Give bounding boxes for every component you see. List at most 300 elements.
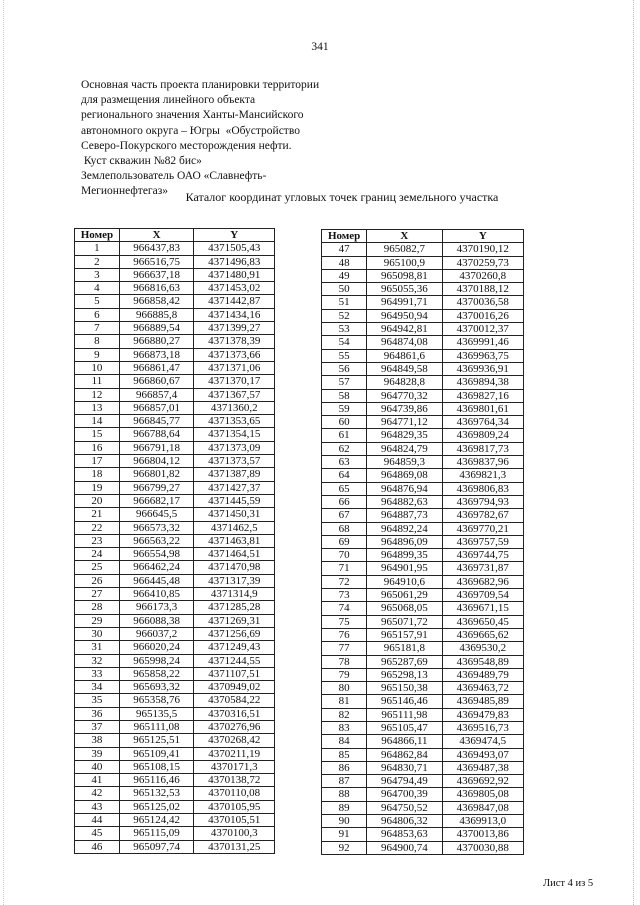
point-number: 84 <box>322 735 367 748</box>
x-coordinate: 965068,05 <box>367 602 442 615</box>
point-number: 28 <box>75 601 120 614</box>
table-row <box>322 256 524 269</box>
x-coordinate: 965115,09 <box>119 827 194 840</box>
table-row <box>75 601 275 614</box>
y-coordinate: 4370268,42 <box>194 734 275 747</box>
y-coordinate: 4371480,91 <box>194 268 275 281</box>
y-coordinate: 4369806,83 <box>442 482 523 495</box>
point-number: 89 <box>322 801 367 814</box>
point-number: 50 <box>322 283 367 296</box>
y-coordinate: 4370190,12 <box>442 243 523 256</box>
point-number: 65 <box>322 482 367 495</box>
y-coordinate: 4369493,07 <box>442 748 523 761</box>
point-number: 56 <box>322 362 367 375</box>
page-number: 341 <box>311 41 329 53</box>
table-row <box>75 255 275 268</box>
y-coordinate: 4371463,81 <box>194 534 275 547</box>
y-coordinate: 4370036,58 <box>442 296 523 309</box>
table-row <box>322 362 524 375</box>
table-row <box>75 428 275 441</box>
point-number: 61 <box>322 429 367 442</box>
x-coordinate: 964794,49 <box>367 775 442 788</box>
y-coordinate: 4371373,57 <box>194 455 275 468</box>
y-coordinate: 4369936,91 <box>442 362 523 375</box>
y-coordinate: 4370949,02 <box>194 681 275 694</box>
table-row <box>75 561 275 574</box>
table-row <box>322 655 524 668</box>
point-number: 23 <box>75 534 120 547</box>
x-coordinate: 964829,35 <box>367 429 442 442</box>
point-number: 47 <box>322 243 367 256</box>
table-row <box>75 747 275 760</box>
table-row <box>322 376 524 389</box>
point-number: 25 <box>75 561 120 574</box>
y-coordinate: 4369731,87 <box>442 562 523 575</box>
point-number: 73 <box>322 589 367 602</box>
x-coordinate: 964876,94 <box>367 482 442 495</box>
header-line: Землепользователь ОАО «Славнефть- <box>81 170 267 183</box>
point-number: 33 <box>75 667 120 680</box>
y-coordinate: 4371442,87 <box>194 295 275 308</box>
point-number: 78 <box>322 655 367 668</box>
point-number: 36 <box>75 707 120 720</box>
x-coordinate: 966516,75 <box>119 255 194 268</box>
y-coordinate: 4370584,22 <box>194 694 275 707</box>
table-row <box>75 720 275 733</box>
x-coordinate: 964853,63 <box>367 828 442 841</box>
table-row <box>322 535 524 548</box>
table-row <box>322 416 524 429</box>
x-coordinate: 966037,2 <box>119 627 194 640</box>
y-coordinate: 4370211,19 <box>194 747 275 760</box>
table-row <box>322 549 524 562</box>
table-row <box>75 268 275 281</box>
y-coordinate: 4369709,54 <box>442 589 523 602</box>
y-coordinate: 4371378,39 <box>194 335 275 348</box>
table-row <box>322 695 524 708</box>
point-number: 87 <box>322 775 367 788</box>
y-coordinate: 4371317,39 <box>194 574 275 587</box>
table-header-row <box>322 230 524 243</box>
table-row <box>322 788 524 801</box>
point-number: 31 <box>75 641 120 654</box>
table-row <box>322 628 524 641</box>
y-coordinate: 4371505,43 <box>194 242 275 255</box>
x-coordinate: 964942,81 <box>367 323 442 336</box>
y-coordinate: 4369665,62 <box>442 628 523 641</box>
y-coordinate: 4371244,55 <box>194 654 275 667</box>
x-coordinate: 964866,11 <box>367 735 442 748</box>
y-coordinate: 4369801,61 <box>442 402 523 415</box>
x-coordinate: 965124,42 <box>119 814 194 827</box>
table-row <box>75 375 275 388</box>
x-coordinate: 966462,24 <box>119 561 194 574</box>
point-number: 71 <box>322 562 367 575</box>
point-number: 9 <box>75 348 120 361</box>
table-row <box>75 441 275 454</box>
table-row <box>75 787 275 800</box>
point-number: 11 <box>75 375 120 388</box>
table-row <box>75 468 275 481</box>
y-coordinate: 4371353,65 <box>194 415 275 428</box>
x-coordinate: 966554,98 <box>119 548 194 561</box>
table-row <box>322 602 524 615</box>
table-row <box>322 389 524 402</box>
x-coordinate: 966020,24 <box>119 641 194 654</box>
y-coordinate: 4370110,08 <box>194 787 275 800</box>
y-coordinate: 4369485,89 <box>442 695 523 708</box>
point-number: 38 <box>75 734 120 747</box>
point-number: 40 <box>75 760 120 773</box>
x-coordinate: 966088,38 <box>119 614 194 627</box>
y-coordinate: 4371387,89 <box>194 468 275 481</box>
table-row <box>322 336 524 349</box>
y-coordinate: 4371314,9 <box>194 588 275 601</box>
x-coordinate: 965116,46 <box>119 774 194 787</box>
y-coordinate: 4371399,27 <box>194 322 275 335</box>
x-coordinate: 966889,54 <box>119 322 194 335</box>
table-row <box>75 494 275 507</box>
x-coordinate: 965061,29 <box>367 589 442 602</box>
x-coordinate: 964892,24 <box>367 522 442 535</box>
table-row <box>75 521 275 534</box>
point-number: 34 <box>75 681 120 694</box>
y-coordinate: 4370260,8 <box>442 269 523 282</box>
x-coordinate: 966173,3 <box>119 601 194 614</box>
x-coordinate: 964900,74 <box>367 841 442 854</box>
point-number: 15 <box>75 428 120 441</box>
x-coordinate: 966816,63 <box>119 282 194 295</box>
table-row <box>75 814 275 827</box>
table-row <box>322 456 524 469</box>
x-coordinate: 964861,6 <box>367 349 442 362</box>
table-row <box>322 349 524 362</box>
y-coordinate: 4369487,38 <box>442 761 523 774</box>
x-coordinate: 965111,98 <box>367 708 442 721</box>
point-number: 45 <box>75 827 120 840</box>
y-coordinate: 4371285,28 <box>194 601 275 614</box>
x-coordinate: 964874,08 <box>367 336 442 349</box>
point-number: 83 <box>322 721 367 734</box>
point-number: 57 <box>322 376 367 389</box>
x-coordinate: 964910,6 <box>367 575 442 588</box>
point-number: 68 <box>322 522 367 535</box>
point-number: 69 <box>322 535 367 548</box>
point-number: 62 <box>322 442 367 455</box>
y-coordinate: 4371370,17 <box>194 375 275 388</box>
x-coordinate: 965111,08 <box>119 720 194 733</box>
point-number: 5 <box>75 295 120 308</box>
point-number: 8 <box>75 335 120 348</box>
table-row <box>322 668 524 681</box>
point-number: 72 <box>322 575 367 588</box>
y-coordinate: 4369744,75 <box>442 549 523 562</box>
table-row <box>75 282 275 295</box>
point-number: 14 <box>75 415 120 428</box>
table-row <box>322 735 524 748</box>
table-row <box>75 401 275 414</box>
x-coordinate: 966573,32 <box>119 521 194 534</box>
point-number: 7 <box>75 322 120 335</box>
point-number: 92 <box>322 841 367 854</box>
x-coordinate: 965100,9 <box>367 256 442 269</box>
y-coordinate: 4371373,66 <box>194 348 275 361</box>
x-coordinate: 965358,76 <box>119 694 194 707</box>
point-number: 81 <box>322 695 367 708</box>
y-coordinate: 4369837,96 <box>442 456 523 469</box>
table-row <box>75 361 275 374</box>
point-number: 18 <box>75 468 120 481</box>
y-coordinate: 4369489,79 <box>442 668 523 681</box>
y-coordinate: 4371367,57 <box>194 388 275 401</box>
y-coordinate: 4370131,25 <box>194 840 275 853</box>
point-number: 82 <box>322 708 367 721</box>
point-number: 30 <box>75 627 120 640</box>
point-number: 13 <box>75 401 120 414</box>
x-coordinate: 966791,18 <box>119 441 194 454</box>
point-number: 88 <box>322 788 367 801</box>
table-row <box>75 827 275 840</box>
y-coordinate: 4371256,69 <box>194 627 275 640</box>
coordinates-table-left <box>74 228 275 854</box>
table-row <box>75 654 275 667</box>
x-coordinate: 964896,09 <box>367 535 442 548</box>
point-number: 19 <box>75 481 120 494</box>
table-row <box>322 522 524 535</box>
header-number: Номер <box>75 229 120 242</box>
header-line: для размещения линейного объекта <box>81 94 256 107</box>
table-row <box>75 694 275 707</box>
table-row <box>75 760 275 773</box>
x-coordinate: 964991,71 <box>367 296 442 309</box>
header-line: Мегионнефтегаз» <box>81 185 169 198</box>
point-number: 37 <box>75 720 120 733</box>
x-coordinate: 964859,3 <box>367 456 442 469</box>
point-number: 67 <box>322 509 367 522</box>
y-coordinate: 4369817,73 <box>442 442 523 455</box>
x-coordinate: 964771,12 <box>367 416 442 429</box>
point-number: 53 <box>322 323 367 336</box>
point-number: 24 <box>75 548 120 561</box>
x-coordinate: 965181,8 <box>367 642 442 655</box>
table-row <box>322 402 524 415</box>
x-coordinate: 966858,42 <box>119 295 194 308</box>
x-coordinate: 966410,85 <box>119 588 194 601</box>
y-coordinate: 4371269,31 <box>194 614 275 627</box>
point-number: 60 <box>322 416 367 429</box>
table-row <box>322 442 524 455</box>
point-number: 48 <box>322 256 367 269</box>
point-number: 29 <box>75 614 120 627</box>
table-row <box>75 242 275 255</box>
table-row <box>322 469 524 482</box>
table-row <box>75 508 275 521</box>
point-number: 20 <box>75 494 120 507</box>
x-coordinate: 966437,83 <box>119 242 194 255</box>
y-coordinate: 4370138,72 <box>194 774 275 787</box>
y-coordinate: 4370030,88 <box>442 841 523 854</box>
table-row <box>75 840 275 853</box>
table-row <box>75 415 275 428</box>
y-coordinate: 4369692,92 <box>442 775 523 788</box>
x-coordinate: 966645,5 <box>119 508 194 521</box>
document-header <box>81 78 319 200</box>
point-number: 75 <box>322 615 367 628</box>
y-coordinate: 4369991,46 <box>442 336 523 349</box>
y-coordinate: 4370259,73 <box>442 256 523 269</box>
table-row <box>75 481 275 494</box>
table-row <box>322 575 524 588</box>
y-coordinate: 4371470,98 <box>194 561 275 574</box>
table-row <box>75 641 275 654</box>
y-coordinate: 4369782,67 <box>442 509 523 522</box>
y-coordinate: 4370188,12 <box>442 283 523 296</box>
y-coordinate: 4370100,3 <box>194 827 275 840</box>
x-coordinate: 965287,69 <box>367 655 442 668</box>
y-coordinate: 4370171,3 <box>194 760 275 773</box>
point-number: 70 <box>322 549 367 562</box>
y-coordinate: 4369474,5 <box>442 735 523 748</box>
point-number: 58 <box>322 389 367 402</box>
table-row <box>322 775 524 788</box>
x-coordinate: 966801,82 <box>119 468 194 481</box>
table-row <box>322 495 524 508</box>
point-number: 64 <box>322 469 367 482</box>
table-row <box>75 388 275 401</box>
y-coordinate: 4371496,83 <box>194 255 275 268</box>
x-coordinate: 964824,79 <box>367 442 442 455</box>
header-line: автономного округа – Югры «Обустройство <box>81 124 300 137</box>
table-row <box>75 548 275 561</box>
y-coordinate: 4371427,37 <box>194 481 275 494</box>
table-row <box>322 815 524 828</box>
point-number: 76 <box>322 628 367 641</box>
point-number: 46 <box>75 840 120 853</box>
x-coordinate: 966799,27 <box>119 481 194 494</box>
point-number: 59 <box>322 402 367 415</box>
table-row <box>75 322 275 335</box>
point-number: 79 <box>322 668 367 681</box>
catalog-title: Каталог координат угловых точек границ земельного участка <box>185 190 499 204</box>
y-coordinate: 4369530,2 <box>442 642 523 655</box>
y-coordinate: 4371360,2 <box>194 401 275 414</box>
point-number: 55 <box>322 349 367 362</box>
y-coordinate: 4369794,93 <box>442 495 523 508</box>
x-coordinate: 965693,32 <box>119 681 194 694</box>
x-coordinate: 964806,32 <box>367 815 442 828</box>
y-coordinate: 4369671,15 <box>442 602 523 615</box>
x-coordinate: 964887,73 <box>367 509 442 522</box>
x-coordinate: 966861,47 <box>119 361 194 374</box>
y-coordinate: 4371450,31 <box>194 508 275 521</box>
x-coordinate: 966563,22 <box>119 534 194 547</box>
point-number: 27 <box>75 588 120 601</box>
x-coordinate: 966804,12 <box>119 455 194 468</box>
point-number: 51 <box>322 296 367 309</box>
x-coordinate: 966845,77 <box>119 415 194 428</box>
point-number: 2 <box>75 255 120 268</box>
header-y: Y <box>194 229 275 242</box>
y-coordinate: 4369809,24 <box>442 429 523 442</box>
x-coordinate: 966682,17 <box>119 494 194 507</box>
table-row <box>75 455 275 468</box>
point-number: 32 <box>75 654 120 667</box>
point-number: 44 <box>75 814 120 827</box>
table-row <box>322 828 524 841</box>
table-row <box>75 295 275 308</box>
x-coordinate: 966885,8 <box>119 308 194 321</box>
y-coordinate: 4369821,3 <box>442 469 523 482</box>
table-row <box>322 283 524 296</box>
x-coordinate: 965125,02 <box>119 800 194 813</box>
table-row <box>322 429 524 442</box>
point-number: 3 <box>75 268 120 281</box>
y-coordinate: 4370016,26 <box>442 309 523 322</box>
table-row <box>322 642 524 655</box>
y-coordinate: 4369894,38 <box>442 376 523 389</box>
x-coordinate: 966857,4 <box>119 388 194 401</box>
table-row <box>322 309 524 322</box>
y-coordinate: 4369516,73 <box>442 721 523 734</box>
header-line: Северо-Покурского месторождения нефти. <box>81 139 292 152</box>
point-number: 43 <box>75 800 120 813</box>
table-row <box>322 841 524 854</box>
y-coordinate: 4371453,02 <box>194 282 275 295</box>
x-coordinate: 964899,35 <box>367 549 442 562</box>
y-coordinate: 4369805,08 <box>442 788 523 801</box>
y-coordinate: 4371464,51 <box>194 548 275 561</box>
header-line: Куст скважин №82 бис» <box>81 155 202 168</box>
y-coordinate: 4370105,51 <box>194 814 275 827</box>
x-coordinate: 964750,52 <box>367 801 442 814</box>
x-coordinate: 965055,36 <box>367 283 442 296</box>
point-number: 63 <box>322 456 367 469</box>
y-coordinate: 4371249,43 <box>194 641 275 654</box>
y-coordinate: 4369770,21 <box>442 522 523 535</box>
point-number: 39 <box>75 747 120 760</box>
y-coordinate: 4369764,34 <box>442 416 523 429</box>
table-row <box>75 308 275 321</box>
point-number: 1 <box>75 242 120 255</box>
table-row <box>75 800 275 813</box>
point-number: 54 <box>322 336 367 349</box>
point-number: 80 <box>322 682 367 695</box>
point-number: 26 <box>75 574 120 587</box>
point-number: 12 <box>75 388 120 401</box>
point-number: 91 <box>322 828 367 841</box>
point-number: 52 <box>322 309 367 322</box>
y-coordinate: 4369682,96 <box>442 575 523 588</box>
table-row <box>322 721 524 734</box>
x-coordinate: 965150,38 <box>367 682 442 695</box>
table-row <box>322 682 524 695</box>
table-row <box>322 482 524 495</box>
y-coordinate: 4370316,51 <box>194 707 275 720</box>
coordinates-table-right <box>321 229 524 855</box>
x-coordinate: 966637,18 <box>119 268 194 281</box>
table-row <box>75 627 275 640</box>
table-row <box>75 707 275 720</box>
x-coordinate: 965125,51 <box>119 734 194 747</box>
x-coordinate: 965157,91 <box>367 628 442 641</box>
x-coordinate: 965858,22 <box>119 667 194 680</box>
x-coordinate: 964950,94 <box>367 309 442 322</box>
table-row <box>322 615 524 628</box>
point-number: 90 <box>322 815 367 828</box>
scan-edge-left <box>3 0 4 905</box>
point-number: 86 <box>322 761 367 774</box>
table-row <box>322 708 524 721</box>
